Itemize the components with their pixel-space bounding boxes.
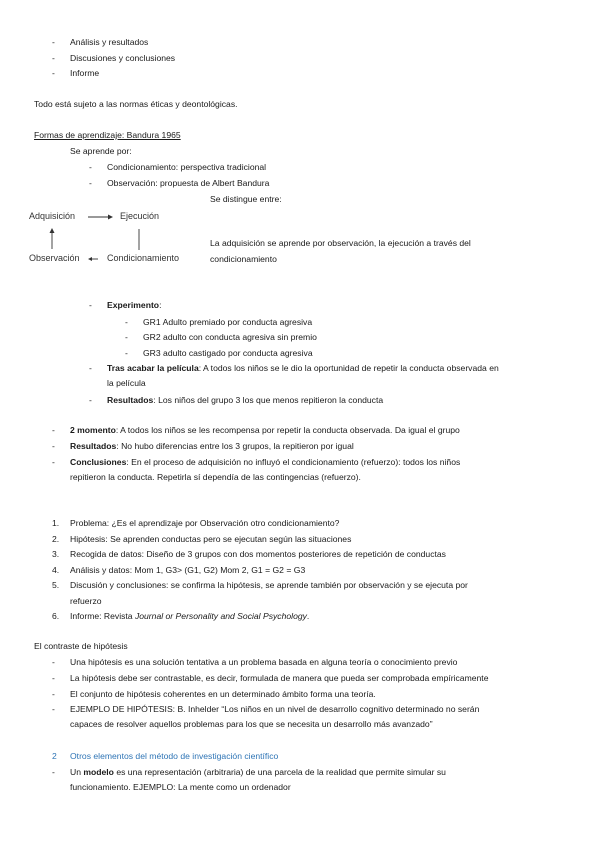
se-aprende-label: Se aprende por: <box>70 146 132 156</box>
bullet-dash: - <box>89 178 92 188</box>
contraste-item: La hipótesis debe ser contrastable, es decir, formulada de manera que pueda ser comprobada empíricamente <box>70 673 489 683</box>
ejemplo-hipotesis-continued: capaces de resolver aquellos problemas para los que se necesita un desarrollo más avanzado” <box>70 719 433 729</box>
arrowhead-right-icon <box>108 215 113 220</box>
list-number: 5. <box>52 580 60 590</box>
diagram-label-condicionamiento: Condicionamiento <box>107 253 180 263</box>
conclusiones-item <box>70 457 460 468</box>
momento-item <box>70 425 460 436</box>
bullet-dash: - <box>52 704 55 714</box>
list-item: Análisis y resultados <box>70 37 149 47</box>
momento-text: : A todos los niños se les recompensa por repetir la conducta observada. Da igual el grupo <box>115 425 460 435</box>
bullet-dash: - <box>52 767 55 777</box>
experimento-label: Experimento <box>107 300 160 310</box>
contraste-title: El contraste de hipótesis <box>34 641 128 651</box>
list-item: Informe <box>70 68 100 78</box>
modelo-term: modelo <box>83 767 114 777</box>
modelo-item <box>70 767 446 778</box>
bullet-dash: - <box>52 441 55 451</box>
resultados2-label: Resultados <box>70 441 117 451</box>
experimento-colon: : <box>159 300 162 310</box>
numbered-item: Análisis y datos: Mom 1, G3> (G1, G2) Mom 2, G1 = G2 = G3 <box>70 565 306 575</box>
numbered-item: Hipótesis: Se aprenden conductas pero se ejecutan según las situaciones <box>70 534 352 544</box>
resultados-item <box>107 395 383 406</box>
numbered-item-continued: refuerzo <box>70 596 102 606</box>
group-item: GR1 Adulto premiado por conducta agresiva <box>143 317 313 327</box>
list-item: Observación: propuesta de Albert Bandura <box>107 178 270 188</box>
list-number: 1. <box>52 518 60 528</box>
tras-text: : A todos los niños se le dio la oportunidad de repetir la conducta observada en <box>198 363 499 373</box>
bullet-dash: - <box>52 673 55 683</box>
modelo-text: es una representación (arbitraria) de una parcela de la realidad que permite simular su <box>113 767 446 777</box>
list-number: 3. <box>52 549 60 559</box>
bullet-dash: - <box>52 53 55 63</box>
conclusiones-text-continued: repitieron la conducta. Repetirla sí dependía de las contingencias (refuerzo). <box>70 472 361 482</box>
diagram-label-observacion: Observación <box>29 253 80 263</box>
bullet-dash: - <box>125 332 128 342</box>
bullet-dash: - <box>52 37 55 47</box>
modelo-text-continued: funcionamiento. EJEMPLO: La mente como un ordenador <box>70 782 291 792</box>
bullet-dash: - <box>89 300 92 310</box>
section-number: 2 <box>52 751 57 761</box>
tras-label: Tras acabar la película <box>107 363 199 373</box>
bullet-dash: - <box>125 317 128 327</box>
bullet-dash: - <box>89 363 92 373</box>
bullet-dash: - <box>52 689 55 699</box>
list-item: Condicionamiento: perspectiva tradicional <box>107 162 267 172</box>
numbered-item: Recogida de datos: Diseño de 3 grupos con dos momentos posteriores de repetición de conductas <box>70 549 446 559</box>
numbered-item: Discusión y conclusiones: se confirma la hipótesis, se aprende también por observación y se ejecuta por <box>70 580 468 590</box>
bullet-dash: - <box>52 457 55 467</box>
contraste-item: Una hipótesis es una solución tentativa a un problema basada en alguna teoría o conocimiento previo <box>70 657 458 667</box>
bandura-title: Formas de aprendizaje: Bandura 1965 <box>34 130 181 140</box>
resultados2-text: : No hubo diferencias entre los 3 grupos, la repitieron por igual <box>116 441 354 451</box>
resultados2-item <box>70 441 354 452</box>
modelo-prefix: Un <box>70 767 84 777</box>
list-number: 2. <box>52 534 60 544</box>
list-number: 4. <box>52 565 60 575</box>
contraste-item: El conjunto de hipótesis coherentes en un determinado ámbito forma una teoría. <box>70 689 376 699</box>
tras-text-continued: la película <box>107 378 146 388</box>
experimento-item <box>107 300 161 311</box>
group-item: GR2 adulto con conducta agresiva sin premio <box>143 332 317 342</box>
diagram-note-continued: condicionamiento <box>210 254 277 264</box>
conclusiones-label: Conclusiones <box>70 457 127 467</box>
numbered-item: Problema: ¿Es el aprendizaje por Observación otro condicionamiento? <box>70 518 340 528</box>
resultados-text: : Los niños del grupo 3 los que menos repitieron la conducta <box>153 395 384 405</box>
ethics-paragraph: Todo está sujeto a las normas éticas y deontológicas. <box>34 99 238 109</box>
bullet-dash: - <box>52 425 55 435</box>
ejemplo-hipotesis: EJEMPLO DE HIPÓTESIS: B. Inhelder “Los niños en un nivel de desarrollo cognitivo determinado no serán <box>70 704 480 714</box>
bullet-dash: - <box>89 395 92 405</box>
arrowhead-up-icon <box>50 228 55 233</box>
resultados-label: Resultados <box>107 395 154 405</box>
bullet-dash: - <box>52 657 55 667</box>
se-distingue-label: Se distingue entre: <box>210 194 282 204</box>
group-item: GR3 adulto castigado por conducta agresiva <box>143 348 313 358</box>
informe-suffix: . <box>306 611 310 621</box>
diagram-label-ejecucion: Ejecución <box>120 211 160 221</box>
diagram-label-adquisicion: Adquisición <box>29 211 76 221</box>
conclusiones-text: : En el proceso de adquisición no influyó el condicionamiento (refuerzo): todos los niños <box>126 457 461 467</box>
tras-item <box>107 363 499 374</box>
journal-title: Journal or Personality and Social Psychology <box>134 611 307 621</box>
list-item: Discusiones y conclusiones <box>70 53 176 63</box>
diagram-note: La adquisición se aprende por observación, la ejecución a través del <box>210 238 471 248</box>
bullet-dash: - <box>52 68 55 78</box>
arrowhead-left-icon <box>88 257 92 261</box>
momento-label: 2 momento <box>70 425 116 435</box>
bullet-dash: - <box>89 162 92 172</box>
numbered-item <box>70 611 309 622</box>
section-heading: Otros elementos del método de investigación científico <box>70 751 279 761</box>
list-number: 6. <box>52 611 60 621</box>
informe-prefix: Informe: Revista <box>70 611 135 621</box>
bullet-dash: - <box>125 348 128 358</box>
